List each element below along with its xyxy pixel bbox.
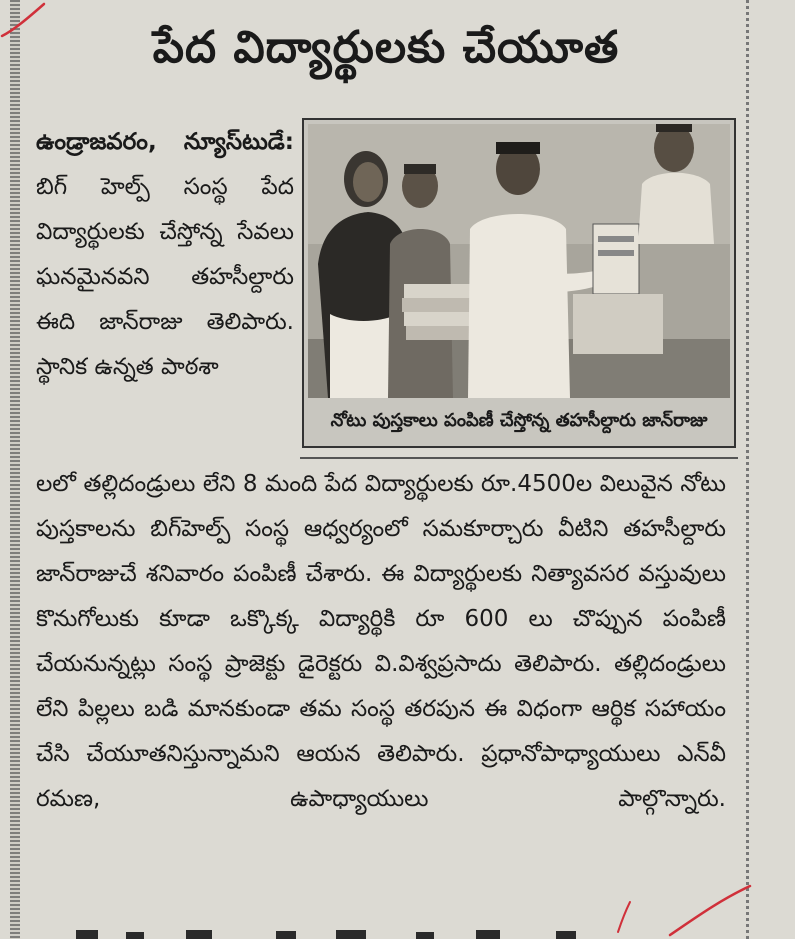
next-article-partial-line — [36, 918, 726, 939]
column-border-right — [746, 0, 749, 939]
photo-illustration — [308, 124, 730, 398]
headline: పేద విద్యార్థులకు చేయూత — [152, 22, 620, 73]
photo-divider — [300, 457, 738, 459]
lead-text: బిగ్ హెల్ప్ సంస్థ పేద విద్యార్థులకు చేస్తోన్న సేవలు ఘనమైనవని తహసీల్దారు ఈది జాన్‌రాజు తెలిపారు. స్థానిక ఉన్నత పాఠశా — [36, 174, 294, 380]
news-photo-frame — [302, 118, 736, 448]
column-border-left — [10, 0, 20, 939]
lead-paragraph — [36, 120, 294, 390]
body-paragraph: లలో తల్లిదండ్రులు లేని 8 మంది పేద విద్యార్థులకు రూ.4500ల విలువైన నోటు పుస్తకాలను బిగ్‌హెల్ప్ సంస్థ ఆధ్వర్యంలో సమకూర్చారు వీటిని తహసీల్దారు జాన్‌రాజుచే శనివారం పంపిణీ చేశారు. ఈ విద్యార్థులకు నిత్యావసర వస్తువులు కొనుగోలుకు కూడా ఒక్కొక్క విద్యార్థికి రూ 600 లు చొప్పున పంపిణీ చేయనున్నట్లు సంస్థ ప్రాజెక్టు డైరెక్టరు వి.విశ్వప్రసాదు తెలిపారు. తల్లిదండ్రులు లేని పిల్లలు బడి మానకుండా తమ సంస్థ తరపున ఈ విధంగా ఆర్థిక సహాయం చేసి చేయూతనిస్తున్నామని ఆయన తెలిపారు. ప్రధానోపాధ్యాయులు ఎన్‌వీ రమణ, ఉపాధ్యాయులు పాల్గొన్నారు. — [36, 471, 726, 812]
article-body — [36, 462, 726, 822]
dateline: ఉండ్రాజవరం, న్యూస్‌టుడే: — [36, 129, 294, 155]
photo-caption: నోటు పుస్తకాలు పంపిణీ చేస్తోన్న తహసీల్దారు జాన్‌రాజు — [330, 410, 708, 431]
news-photo — [308, 124, 730, 398]
